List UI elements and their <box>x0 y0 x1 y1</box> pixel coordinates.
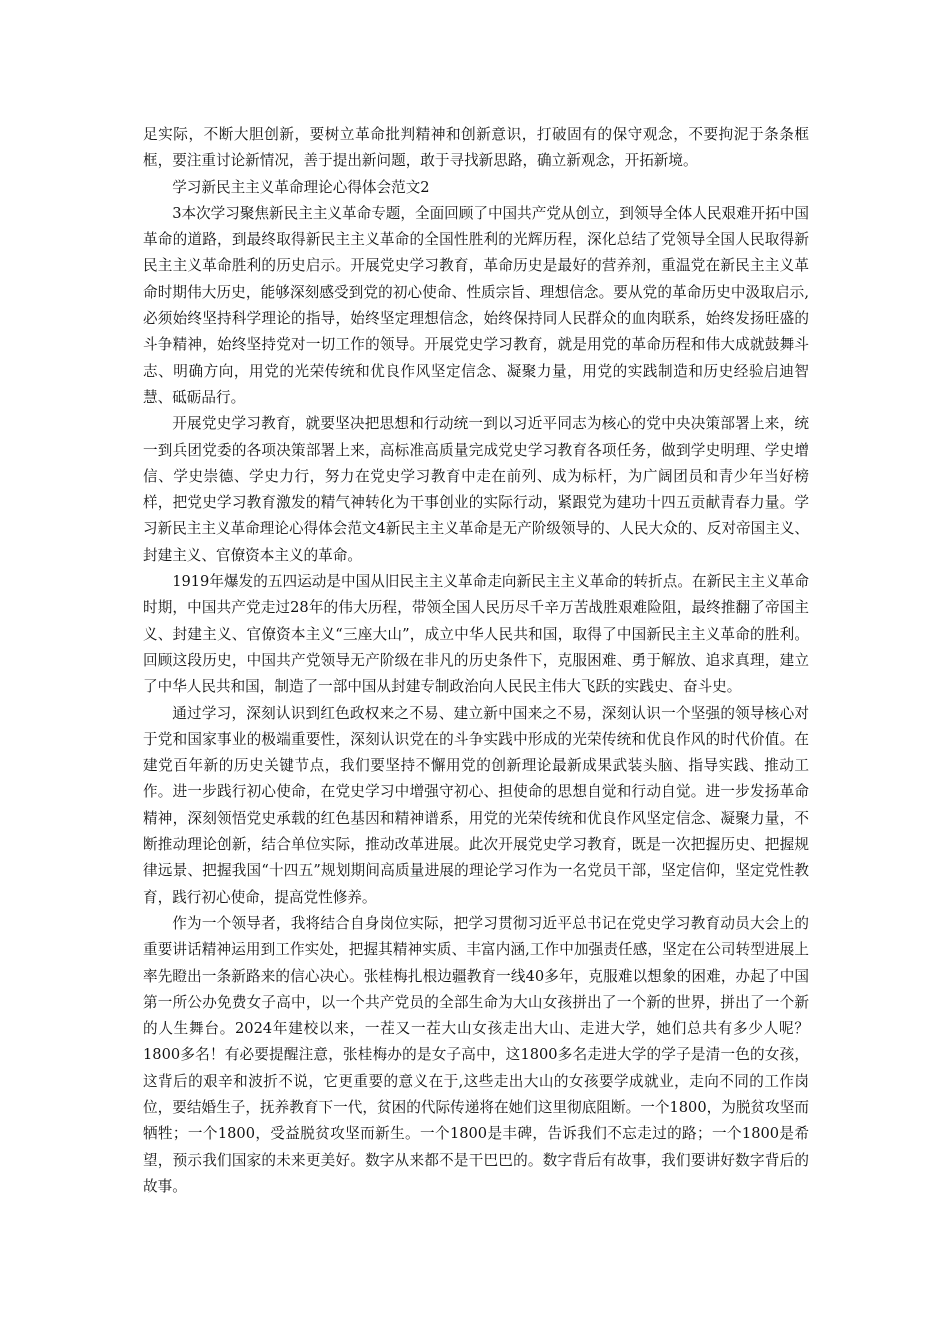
paragraph-continuation: 足实际，不断大胆创新，要树立革命批判精神和创新意识，打破固有的保守观念，不要拘泥于条条框框，要注重讨论新情况，善于提出新问题，敢于寻找新思路，确立新观念，开拓新境。 <box>143 126 809 170</box>
paragraph-1: 3本次学习聚焦新民主主义革命专题，全面回顾了中国共产党从创立，到领导全体人民艰难开拓中国革命的道路，到最终取得新民主主义革命的全国性胜利的光辉历程，深化总结了党领导全国人民取得新民主主义革命胜利的历史启示。开展党史学习教育，革命历史是最好的营养剂，重温党在新民主主义革命时期伟大历史，能够深刻感受到党的初心使命、性质宗旨、理想信念。要从党的革命历史中汲取启示,必须始终坚持科学理论的指导，始终坚定理想信念，始终保持同人民群众的血肉联系，始终发扬旺盛的斗争精神，始终坚持党对一切工作的领导。开展党史学习教育，就是用党的革命历程和伟大成就鼓舞斗志、明确方向，用党的光荣传统和优良作风坚定信念、凝聚力量，用党的实践制造和历史经验启迪智慧、砥砺品行。 <box>143 204 810 406</box>
section-heading: 学习新民主主义革命理论心得体会范文2 <box>172 178 430 196</box>
paragraph-2: 开展党史学习教育，就要坚决把思想和行动统一到以习近平同志为核心的党中央决策部署上来，统一到兵团党委的各项决策部署上来，高标准高质量完成党史学习教育各项任务，做到学史明理、学史增信、学史崇德、学史力行，努力在党史学习教育中走在前列、成为标杆，为广阔团员和青少年当好榜样，把党史学习教育激发的精气神转化为干事创业的实际行动，紧跟党为建功十四五贡献青春力量。学习新民主主义革命理论心得体会范文4新民主主义革命是无产阶级领导的、人民大众的、反对帝国主义、封建主义、官僚资本主义的革命。 <box>143 415 810 564</box>
paragraph-5: 作为一个领导者，我将结合自身岗位实际，把学习贯彻习近平总书记在党史学习教育动员大会上的重要讲话精神运用到工作实处，把握其精神实质、丰富内涵,工作中加强责任感，坚定在公司转型进展上率先瞪出一条新路来的信心决心。张桂梅扎根边疆教育一线40多年，克服难以想象的困难，办起了中国第一所公办免费女子高中，以一个共产党员的全部生命为大山女孩拼出了一个新的世界，拼出了一个新的人生舞台。2024年建校以来，一茬又一茬大山女孩走出大山、走进大学，她们总共有多少人呢？1800多名！有必要提醒注意，张桂梅办的是女子高中，这1800多名走进大学的学子是清一色的女孩，这背后的艰辛和波折不说，它更重要的意义在于,这些走出大山的女孩要学成就业，走向不同的工作岗位，要结婚生子，抚养教育下一代，贫困的代际传递将在她们这里彻底阻断。一个1800，为脱贫攻坚而牺牲；一个1800，受益脱贫攻坚而新生。一个1800是丰碑，告诉我们不忘走过的路；一个1800是希望，预示我们国家的未来更美好。数字从来都不是干巴巴的。数字背后有故事，我们要讲好数字背后的故事。 <box>143 914 809 1195</box>
paragraph-4: 通过学习，深刻认识到红色政权来之不易、建立新中国来之不易，深刻认识一个坚强的领导核心对于党和国家事业的极端重要性，深刻认识党在的斗争实践中形成的光荣传统和优良作风的时代价值。在建党百年新的历史关键节点，我们要坚持不懈用党的创新理论最新成果武装头脑、指导实践、推动工作。进一步践行初心使命，在党史学习中增强守初心、担使命的思想自觉和行动自觉。进一步发扬革命精神，深刻领悟党史承载的红色基因和精神谱系，用党的光荣传统和优良作风坚定信念、凝聚力量，不断推动理论创新，结合单位实际，推动改革进展。此次开展党史学习教育，既是一次把握历史、把握规律远景、把握我国“十四五”规划期间高质量进展的理论学习作为一名党员干部，坚定信仰，坚定党性教育，践行初心使命，提高党性修养。 <box>143 704 809 906</box>
document-page <box>143 122 809 1200</box>
paragraph-3: 1919年爆发的五四运动是中国从旧民主主义革命走向新民主主义革命的转折点。在新民主主义革命时期，中国共产党走过28年的伟大历程，带领全国人民历尽千辛万苦战胜艰难险阻，最终推翻了帝国主义、封建主义、官僚资本主义“三座大山”，成立中华人民共和国，取得了中国新民主主义革命的胜利。回顾这段历史，中国共产党领导无产阶级在非凡的历史条件下，克服困难、勇于解放、追求真理，建立了中华人民共和国，制造了一部中国从封建专制政治向人民民主伟大飞跃的实践史、奋斗史。 <box>143 573 809 696</box>
